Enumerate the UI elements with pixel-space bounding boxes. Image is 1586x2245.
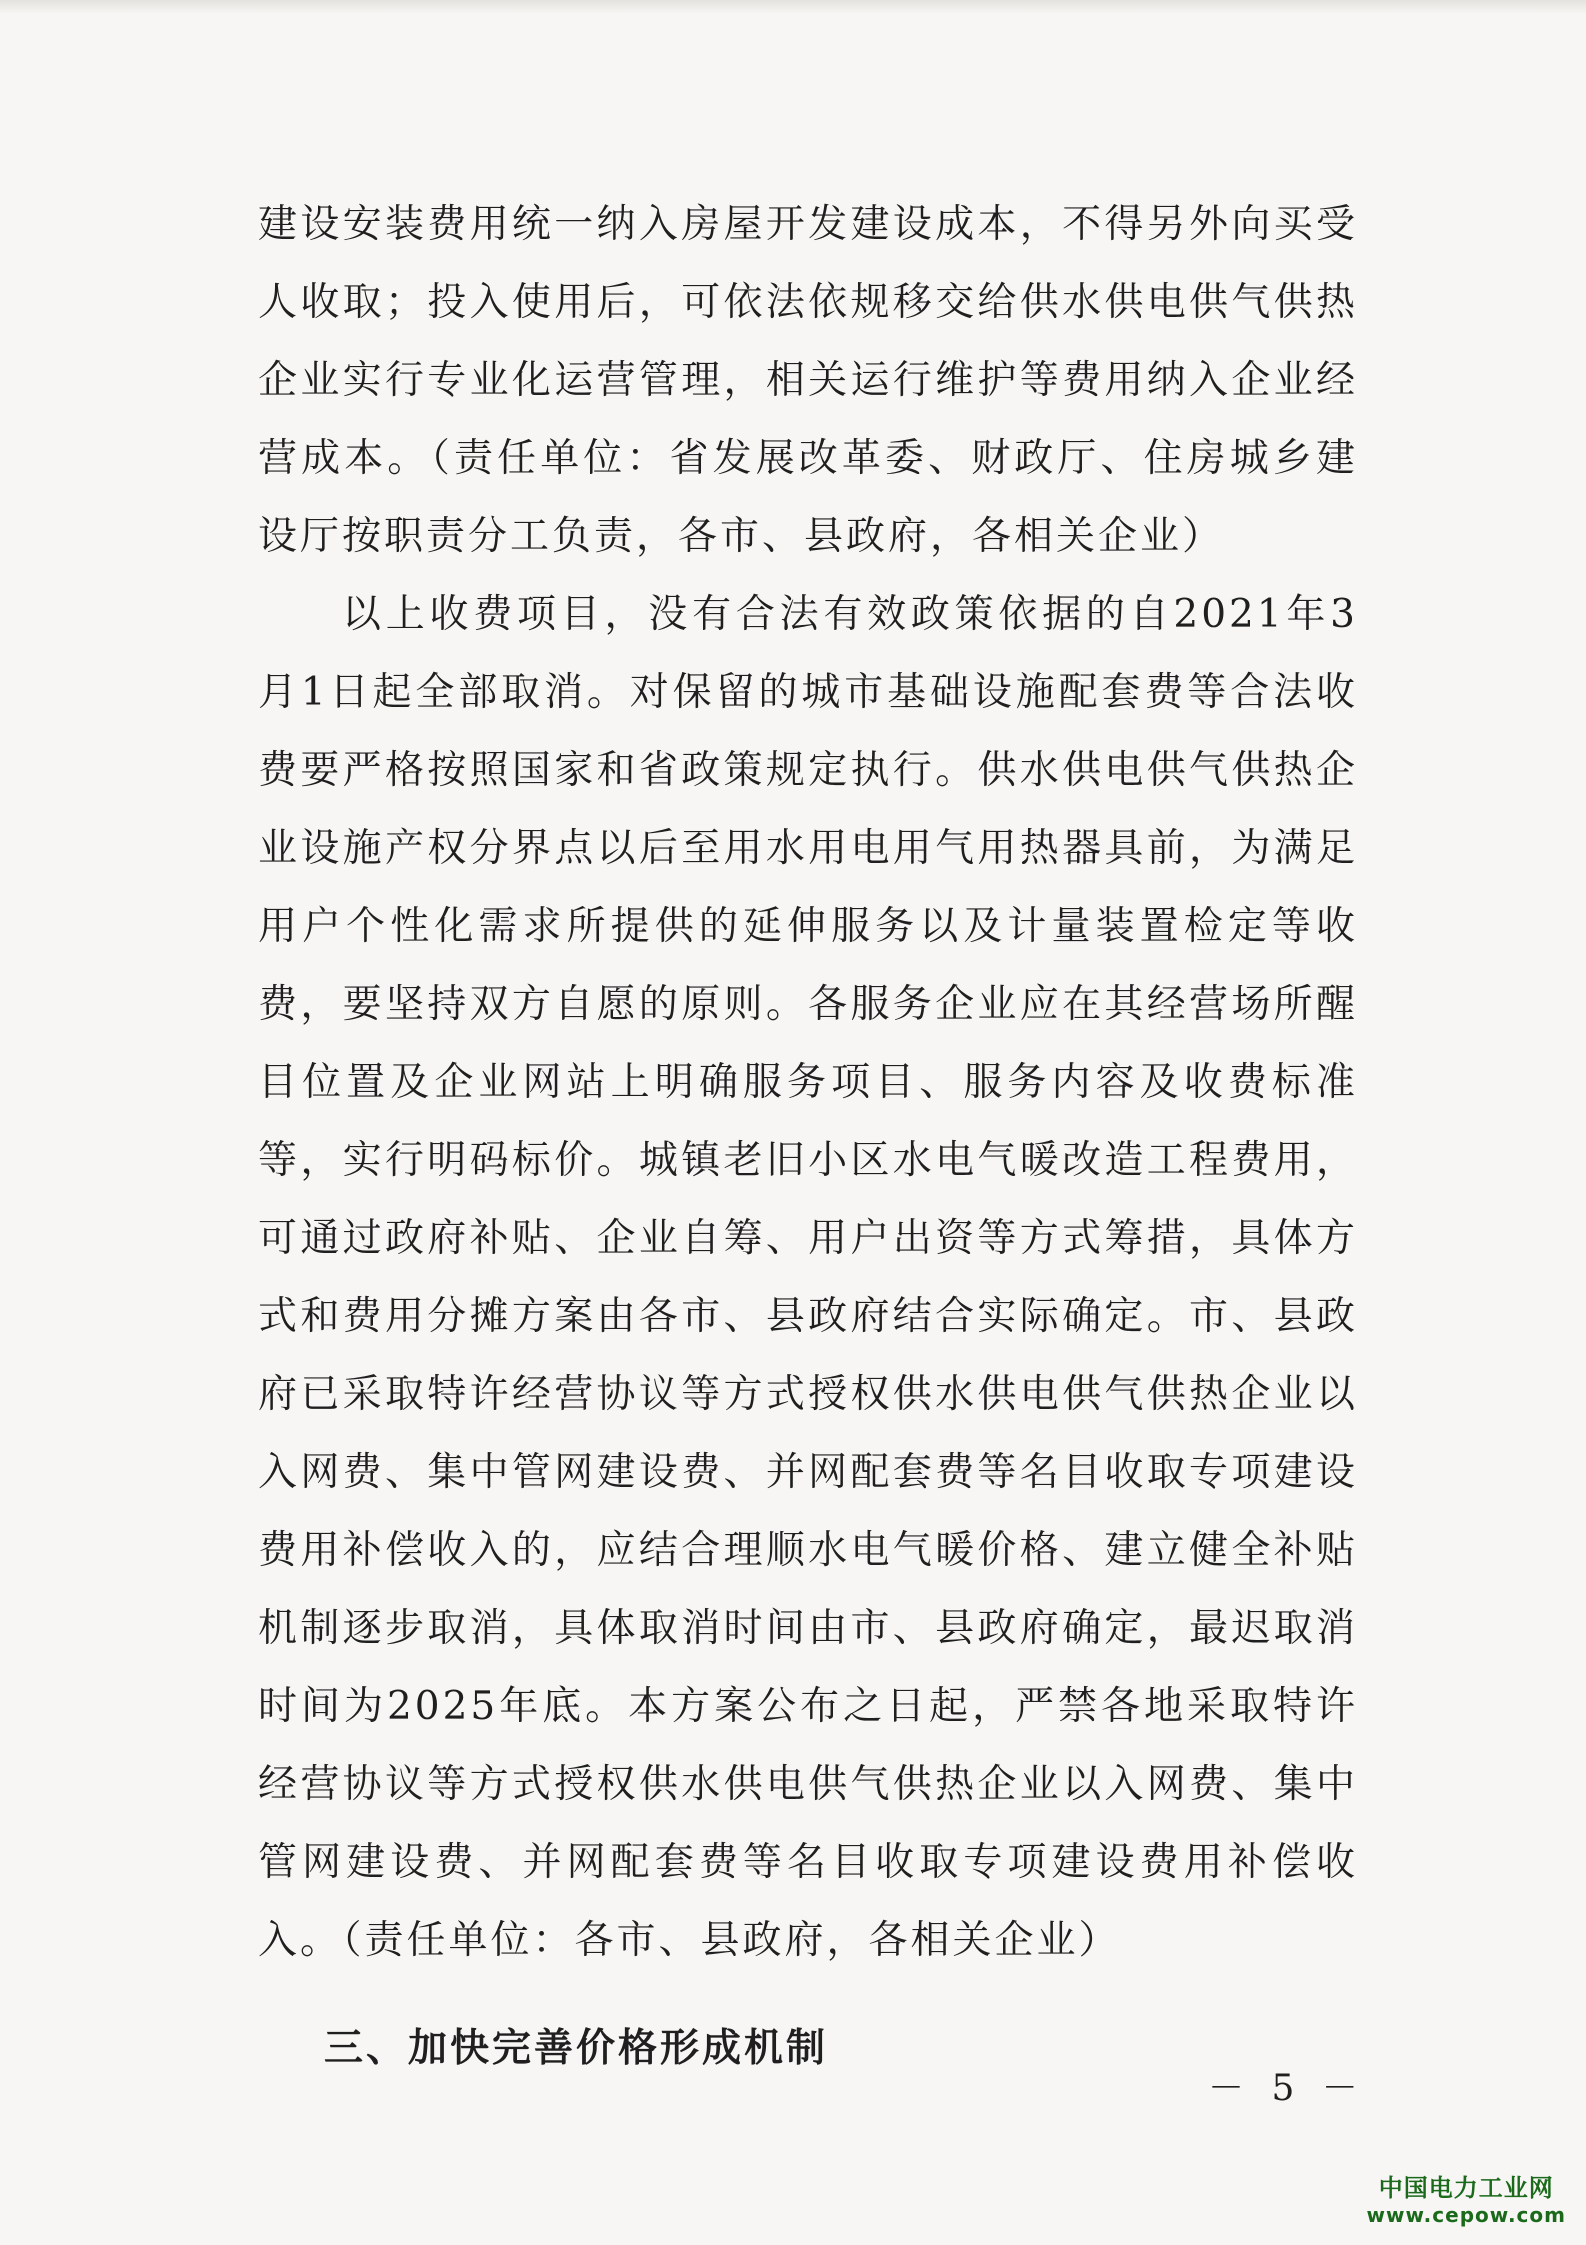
page-number: － 5 － [1208, 2068, 1366, 2109]
site-watermark [1367, 2168, 1566, 2227]
scan-edge-shadow [0, 0, 1586, 14]
watermark-name: 中国电力工业网 [1378, 2174, 1554, 2202]
paragraph-continued: 建设安装费用统一纳入房屋开发建设成本，不得另外向买受人收取；投入使用后，可依法依规移交给供水供电供气供热企业实行专业化运营管理，相关运行维护等费用纳入企业经营成本。（责任单位：省发展改革委、财政厅、住房城乡建设厅按职责分工负责，各市、县政府，各相关企业） [258, 202, 1358, 559]
paragraph-fee-items: 以上收费项目，没有合法有效政策依据的自2021年3月1日起全部取消。对保留的城市基础设施配套费等合法收费要严格按照国家和省政策规定执行。供水供电供气供热企业设施产权分界点以后至用水用电用气用热器具前，为满足用户个性化需求所提供的延伸服务以及计量装置检定等收费，要坚持双方自愿的原则。各服务企业应在其经营场所醒目位置及企业网站上明确服务项目、服务内容及收费标准等，实行明码标价。城镇老旧小区水电气暖改造工程费用，可通过政府补贴、企业自筹、用户出资等方式筹措，具体方式和费用分摊方案由各市、县政府结合实际确定。市、县政府已采取特许经营协议等方式授权供水供电供气供热企业以入网费、集中管网建设费、并网配套费等名目收取专项建设费用补偿收入的，应结合理顺水电气暖价格、建立健全补贴机制逐步取消，具体取消时间由市、县政府确定，最迟取消时间为2025年底。本方案公布之日起，严禁各地采取特许经营协议等方式授权供水供电供气供热企业以入网费、集中管网建设费、并网配套费等名目收取专项建设费用补偿收入。（责任单位：各市、县政府，各相关企业） [258, 592, 1358, 1963]
section-heading: 三、加快完善价格形成机制 [324, 2026, 829, 2071]
body-text [258, 186, 1358, 2088]
watermark-url: www.cepow.com [1366, 2203, 1566, 2227]
